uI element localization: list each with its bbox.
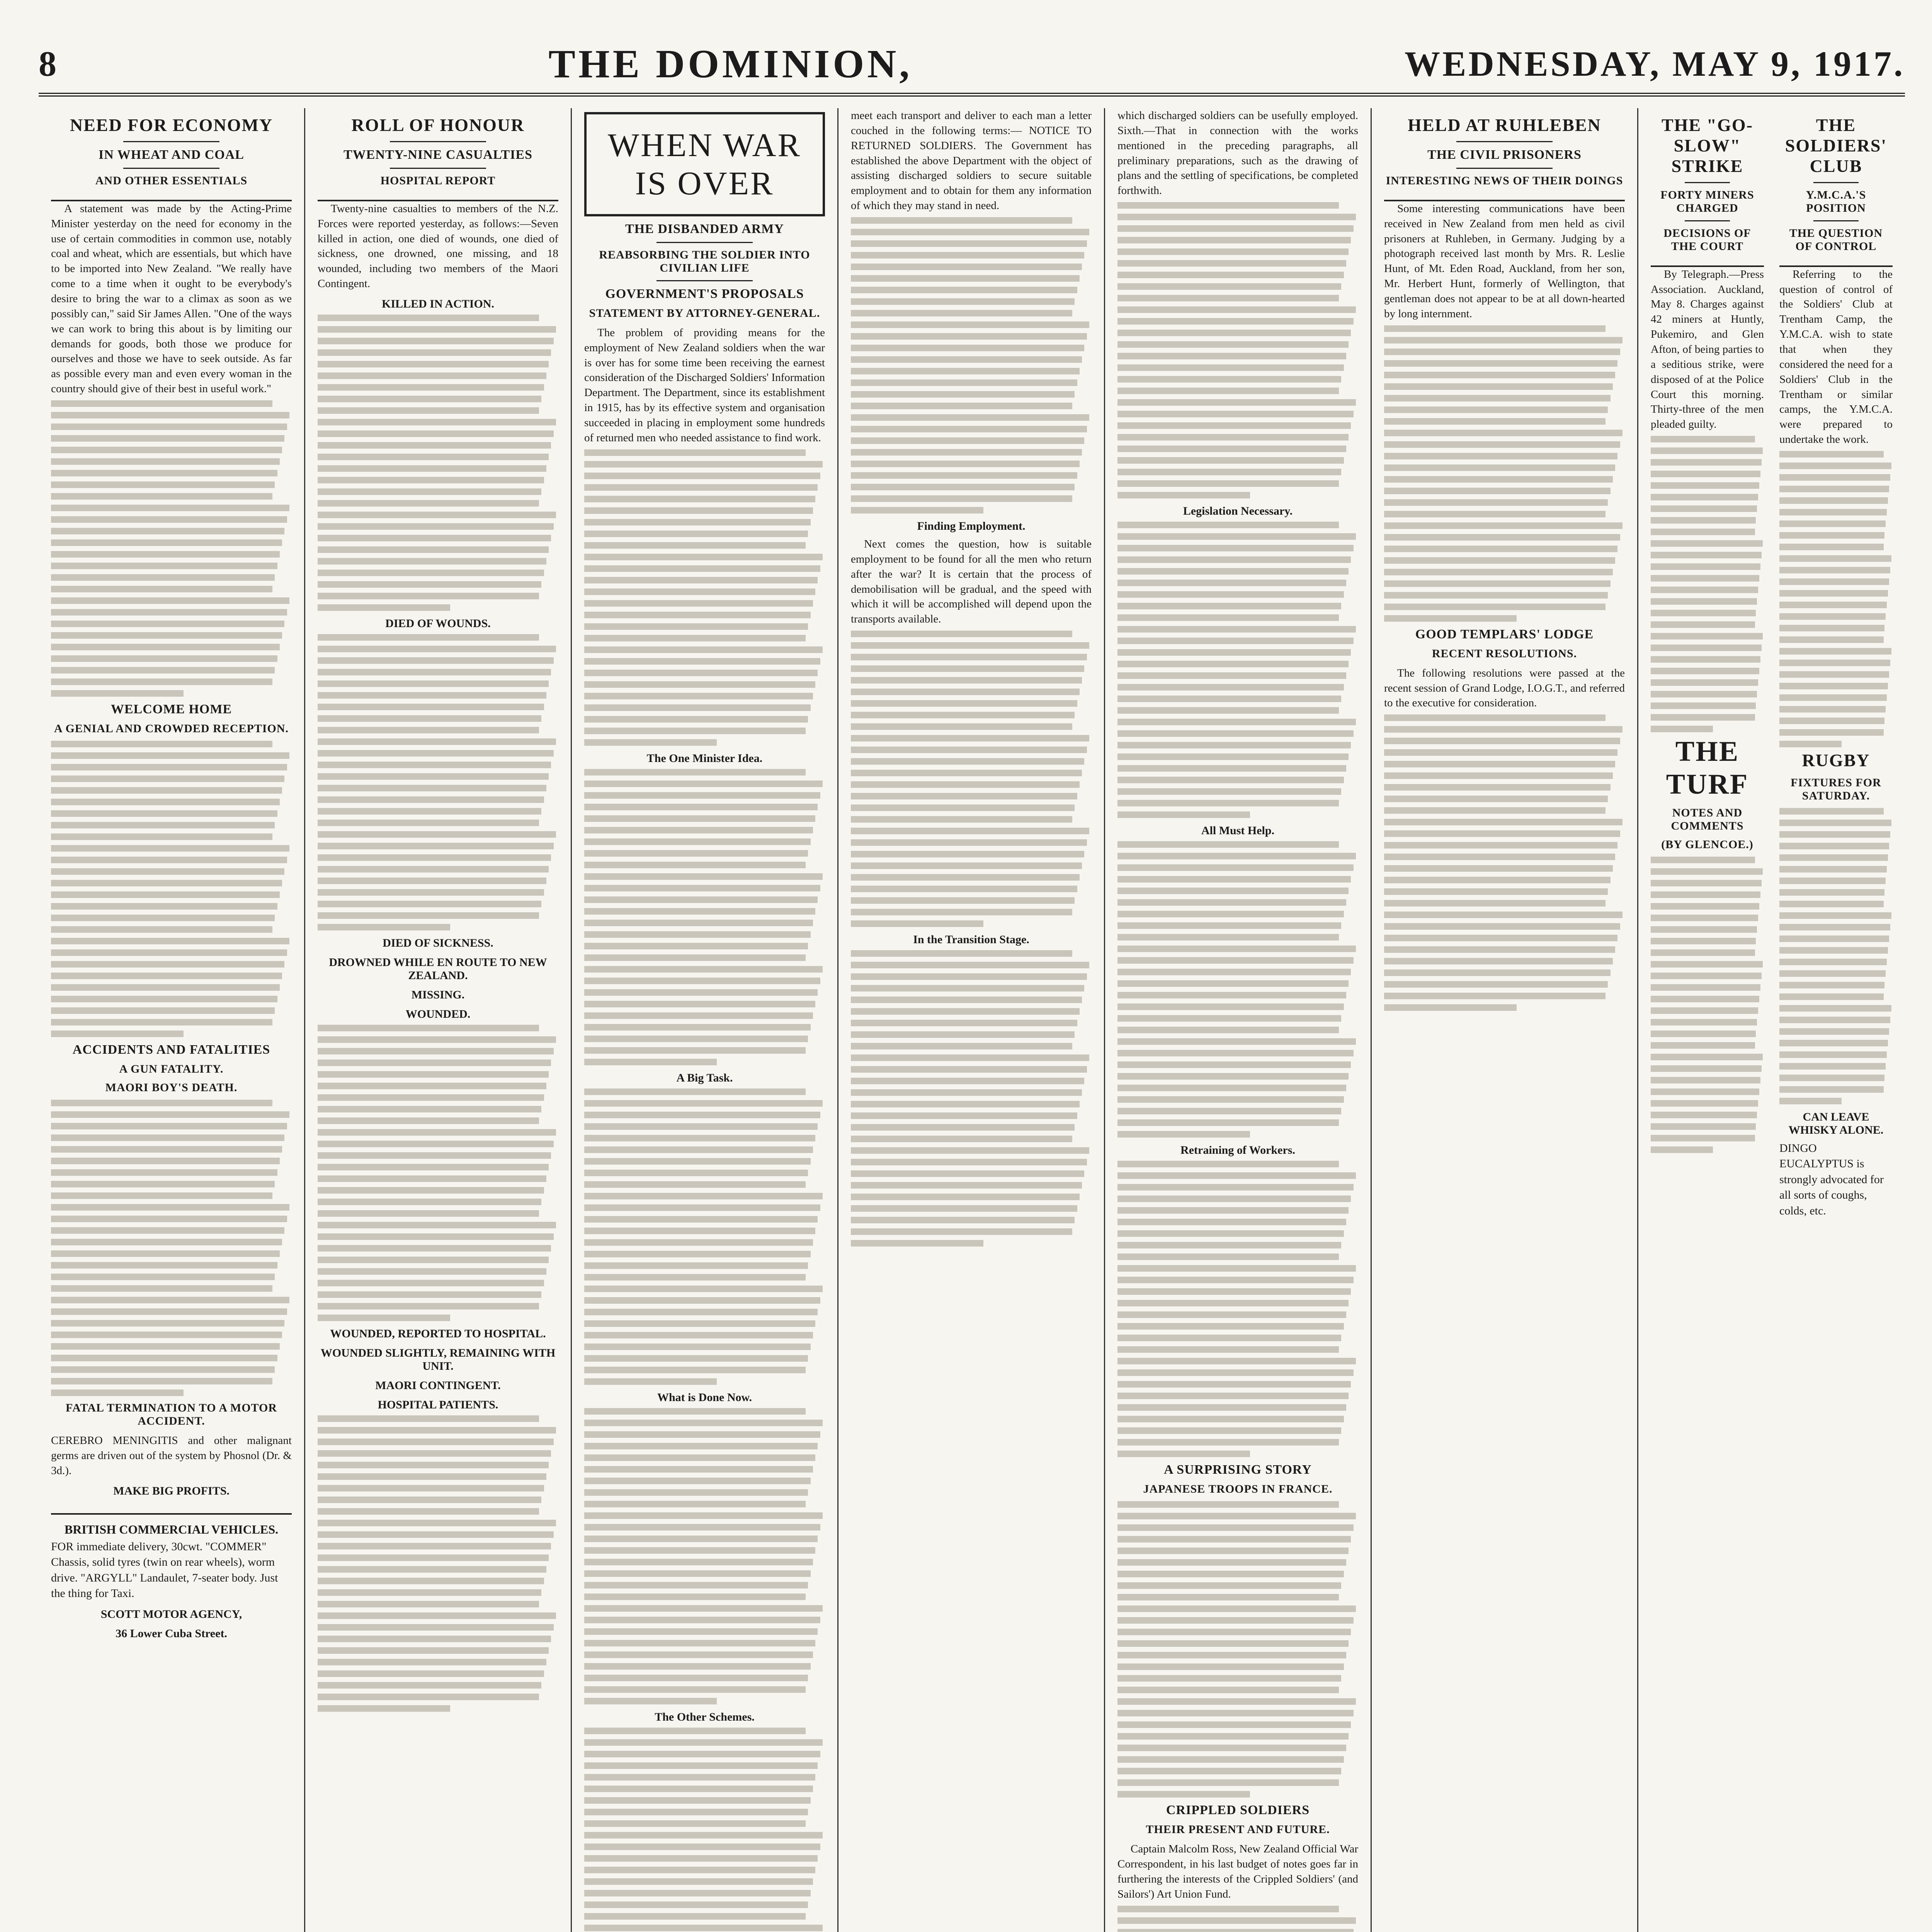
- war-over-filler-5: [584, 1728, 825, 1932]
- soldiers-club-headline: THE SOLDIERS' CLUB: [1785, 115, 1887, 176]
- roll-filler-1: [318, 315, 558, 611]
- economy-sub-1: IN WHEAT AND COAL: [99, 147, 244, 162]
- legislation-heading: Legislation Necessary.: [1183, 505, 1293, 518]
- surprising-story-heading: A SURPRISING STORY: [1164, 1463, 1312, 1477]
- go-slow-heading: [1651, 108, 1764, 267]
- war-over-sub-3: GOVERNMENT'S PROPOSALS: [605, 286, 804, 301]
- good-templars-heading: GOOD TEMPLARS' LODGE: [1415, 627, 1594, 641]
- go-slow-block: [1651, 108, 1764, 1221]
- accidents-filler: [51, 1100, 292, 1396]
- soldiers-club-sub-1: Y.M.C.A.'S POSITION: [1806, 188, 1866, 214]
- roll-section-slightly: WOUNDED SLIGHTLY, REMAINING WITH UNIT.: [320, 1347, 556, 1373]
- roll-body: Twenty-nine casualties to members of the N.Z. Forces were reported yesterday, as follows:—Seven killed in action, one died of wounds, one died of sickness, one drowned, one missing, and 18 wounded, including two members of the Maori Contingent.: [318, 202, 558, 290]
- roll-section-killed: KILLED IN ACTION.: [382, 298, 494, 311]
- other-schemes-heading: The Other Schemes.: [655, 1710, 755, 1723]
- soldiers-club-body: Referring to the question of control of the Soldiers' Club at Trentham Camp, the Y.M.C.A. wish to state that when they considered the need for a Soldiers' Club in the Trentham or similar camps, the Y.M.C.A. were prepared to undertake the work.: [1779, 268, 1893, 446]
- war-over-sub-1: THE DISBANDED ARMY: [625, 221, 784, 236]
- economy-headline: NEED FOR ECONOMY: [70, 115, 273, 135]
- roll-sub-1: TWENTY-NINE CASUALTIES: [343, 147, 533, 162]
- economy-body-filler: [51, 400, 292, 697]
- motor-agency-name: SCOTT MOTOR AGENCY,: [100, 1607, 242, 1621]
- welcome-home-sub: A GENIAL AND CROWDED RECEPTION.: [54, 722, 289, 735]
- phosnol-ad: CEREBRO MENINGITIS and other malignant germs are driven out of the system by Phosnol (Dr. & 3d.).: [51, 1434, 292, 1477]
- good-templars-sub: RECENT RESOLUTIONS.: [1432, 647, 1577, 660]
- column-5: [1105, 108, 1372, 1932]
- col4-filler-1: [851, 217, 1092, 514]
- whisky-ad-heading: CAN LEAVE WHISKY ALONE.: [1788, 1110, 1884, 1136]
- col5-filler-4: [1117, 1161, 1358, 1457]
- war-over-filler-1: [584, 449, 825, 746]
- go-slow-sub-1: FORTY MINERS CHARGED: [1660, 188, 1754, 214]
- column-2: [305, 108, 572, 1932]
- economy-heading: [51, 108, 292, 201]
- dingo-ad: DINGO EUCALYPTUS is strongly advocated for all sorts of coughs, colds, etc.: [1779, 1141, 1884, 1217]
- col5-filler-6: [1117, 1906, 1358, 1932]
- column-1: [39, 108, 305, 1932]
- ruhleben-sub-2: INTERESTING NEWS OF THEIR DOINGS: [1386, 174, 1623, 187]
- motor-accident-sub: FATAL TERMINATION TO A MOTOR ACCIDENT.: [66, 1401, 277, 1428]
- issue-date: WEDNESDAY, MAY 9, 1917.: [1404, 44, 1905, 83]
- war-over-filler-2: [584, 769, 825, 1065]
- columns: [39, 108, 1905, 1932]
- war-over-sub-4: STATEMENT BY ATTORNEY-GENERAL.: [589, 306, 820, 320]
- ruhleben-sub-1: THE CIVIL PRISONERS: [1427, 147, 1582, 162]
- welcome-home-filler: [51, 741, 292, 1037]
- japanese-troops-sub: JAPANESE TROOPS IN FRANCE.: [1143, 1483, 1333, 1496]
- war-over-body: The problem of providing means for the employment of New Zealand soldiers when the war is over has for some time been receiving the earnest consideration of the Discharged Soldiers' Information Department. The Department, since its establishment in 1915, has by its effective system and organisation succeeded in placing in employment some hundreds of returned men who needed assistance to find work.: [584, 326, 825, 444]
- economy-body: A statement was made by the Acting-Prime Minister yesterday on the need for economy in the use of certain commodities in common use, notably coal and wheat, which are essentials, but which have to be imported into New Zealand. "We really have come to a time when it ought to be everybody's desire to bring the war to a climax as soon as we possibly can," said Sir James Allen. "One of the ways we can work to bring this about is by limiting our demands for goods, both those we produce for ourselves and those we have to seek outside. As far as possible every man and even every woman in the country should give of their best in useful work.": [51, 202, 292, 395]
- war-over-filler-3: [584, 1088, 825, 1385]
- roll-section-hospital: WOUNDED, REPORTED TO HOSPITAL.: [330, 1327, 546, 1340]
- roll-heading: [318, 108, 558, 201]
- turf-byline: (BY GLENCOE.): [1661, 838, 1753, 851]
- maori-boy-sub: MAORI BOY'S DEATH.: [105, 1081, 238, 1094]
- crippled-soldiers-heading: CRIPPLED SOLDIERS: [1166, 1803, 1310, 1818]
- economy-sub-2: AND OTHER ESSENTIALS: [95, 174, 248, 187]
- col4-filler-2: [851, 631, 1092, 927]
- roll-sub-2: HOSPITAL REPORT: [380, 174, 496, 187]
- col5-filler-3: [1117, 841, 1358, 1138]
- vehicles-ad-heading: BRITISH COMMERCIAL VEHICLES.: [51, 1513, 292, 1537]
- paper-title: THE DOMINION,: [548, 41, 913, 86]
- roll-headline: ROLL OF HONOUR: [351, 115, 525, 135]
- works-body: which discharged soldiers can be usefully employed. Sixth.—That in connection with the works mentioned in the preceding paragraphs, all preliminary preparations, such as the drawing of plans and the settling of specifications, be completed forthwith.: [1117, 109, 1358, 197]
- good-templars-body: The following resolutions were passed at the recent session of Grand Lodge, I.O.G.T., and referred to the executive for consideration.: [1384, 667, 1625, 709]
- soldiers-club-sub-2: THE QUESTION OF CONTROL: [1789, 226, 1883, 253]
- roll-section-missing: MISSING.: [411, 988, 465, 1002]
- col5-filler-5: [1117, 1501, 1358, 1798]
- soldiers-club-heading: [1779, 108, 1893, 267]
- column-3: [572, 108, 838, 1932]
- roll-filler-3: [318, 1025, 558, 1321]
- vehicles-ad-body: FOR immediate delivery, 30cwt. "COMMER" Chassis, solid tyres (twin on rear wheels), worm drive. "ARGYLL" Landaulet, 7-seater body. Just the thing for Taxi.: [51, 1540, 278, 1600]
- rugby-headline: RUGBY: [1802, 750, 1870, 770]
- finding-employment-heading: Finding Employment.: [917, 520, 1026, 533]
- war-over-filler-4: [584, 1408, 825, 1704]
- transition-stage-heading: In the Transition Stage.: [913, 933, 1029, 946]
- crippled-soldiers-sub: THEIR PRESENT AND FUTURE.: [1146, 1823, 1330, 1836]
- profits-ad: MAKE BIG PROFITS.: [113, 1484, 230, 1497]
- turf-headline: THE TURF: [1666, 736, 1749, 801]
- war-over-sub-2: REABSORBING THE SOLDIER INTO CIVILIAN LIFE: [599, 248, 810, 274]
- soldiers-club-block: [1779, 108, 1893, 1221]
- welcome-home-heading: WELCOME HOME: [111, 702, 232, 717]
- gun-fatality-sub: A GUN FATALITY.: [119, 1063, 224, 1076]
- motor-agency-address: 36 Lower Cuba Street.: [116, 1627, 227, 1640]
- ruhleben-headline: HELD AT RUHLEBEN: [1408, 115, 1601, 135]
- column-6: [1372, 108, 1638, 1932]
- crippled-soldiers-body: Captain Malcolm Ross, New Zealand Official War Correspondent, in his last budget of notes goes far in furthering the interests of the Crippled Soldiers' (and Sailors') Art Union Fund.: [1117, 1843, 1358, 1900]
- ruhleben-heading: [1384, 108, 1625, 201]
- roll-section-died-wounds: DIED OF WOUNDS.: [385, 617, 491, 630]
- col7-top: [1651, 108, 1893, 1221]
- col6-filler-2: [1384, 714, 1625, 1011]
- turf-sub: NOTES AND COMMENTS: [1671, 806, 1744, 833]
- go-slow-headline: THE "GO-SLOW" STRIKE: [1661, 115, 1753, 176]
- big-task-heading: A Big Task.: [676, 1071, 733, 1084]
- roll-section-wounded: WOUNDED.: [405, 1008, 471, 1021]
- retraining-heading: Retraining of Workers.: [1180, 1144, 1295, 1157]
- roll-section-maori: MAORI CONTINGENT.: [375, 1379, 501, 1392]
- all-must-help-heading: All Must Help.: [1201, 824, 1275, 837]
- col7-filler-2: [1651, 857, 1764, 1153]
- column-4: [838, 108, 1105, 1932]
- accidents-heading: ACCIDENTS AND FATALITIES: [72, 1043, 270, 1057]
- one-minister-heading: The One Minister Idea.: [646, 752, 763, 765]
- roll-filler-2: [318, 634, 558, 930]
- roll-section-drowned: DROWNED WHILE EN ROUTE TO NEW ZEALAND.: [329, 956, 547, 982]
- col7-filler-4: [1779, 808, 1893, 1104]
- war-over-heading: [584, 112, 825, 216]
- col7-filler-3: [1779, 451, 1893, 747]
- ruhleben-body: Some interesting communications have been received in New Zealand from men held as civil prisoners at Ruhleben, in Germany. Judging by a photograph received last month by Mrs. R. Leslie Hunt, of Mt. Eden Road, Auckland, from her son, Mr. Herbert Hunt, formerly of Wellington, that gentleman does not appear to be at all down-hearted by long internment.: [1384, 202, 1625, 320]
- finding-employment-body: Next comes the question, how is suitable employment to be found for all the men who return after the war? It is certain that the process of demobilisation will be gradual, and the speed with which it will be accomplished will depend upon the transports available.: [851, 538, 1092, 626]
- column-7: [1638, 108, 1905, 1932]
- notice-body: meet each transport and deliver to each man a letter couched in the following terms:— NOTICE TO RETURNED SOLDIERS. The Government has established the above Department with the object of assisting discharged soldiers to secure suitable employment and to obtain for them any information of which they may stand in need.: [851, 109, 1092, 212]
- col4-filler-3: [851, 950, 1092, 1247]
- col5-filler-2: [1117, 522, 1358, 818]
- masthead: [39, 35, 1905, 97]
- col6-filler-1: [1384, 325, 1625, 622]
- war-over-headline: WHEN WAR IS OVER: [608, 126, 801, 202]
- rugby-sub: FIXTURES FOR SATURDAY.: [1791, 776, 1881, 802]
- page-number: 8: [39, 44, 56, 83]
- done-now-heading: What is Done Now.: [657, 1391, 752, 1404]
- col7-filler-1: [1651, 436, 1764, 732]
- roll-section-patients: HOSPITAL PATIENTS.: [378, 1398, 498, 1412]
- roll-filler-4: [318, 1415, 558, 1712]
- go-slow-sub-2: DECISIONS OF THE COURT: [1663, 226, 1751, 253]
- roll-section-died-sickness: DIED OF SICKNESS.: [383, 937, 493, 950]
- go-slow-body: By Telegraph.—Press Association. Auckland, May 8. Charges against 42 miners at Huntly, Pukemiro, and Glen Afton, of being parties to a seditious strike, were disposed of at the Police Court this morning. Thirty-three of the men pleaded guilty.: [1651, 268, 1764, 431]
- col5-filler-1: [1117, 202, 1358, 498]
